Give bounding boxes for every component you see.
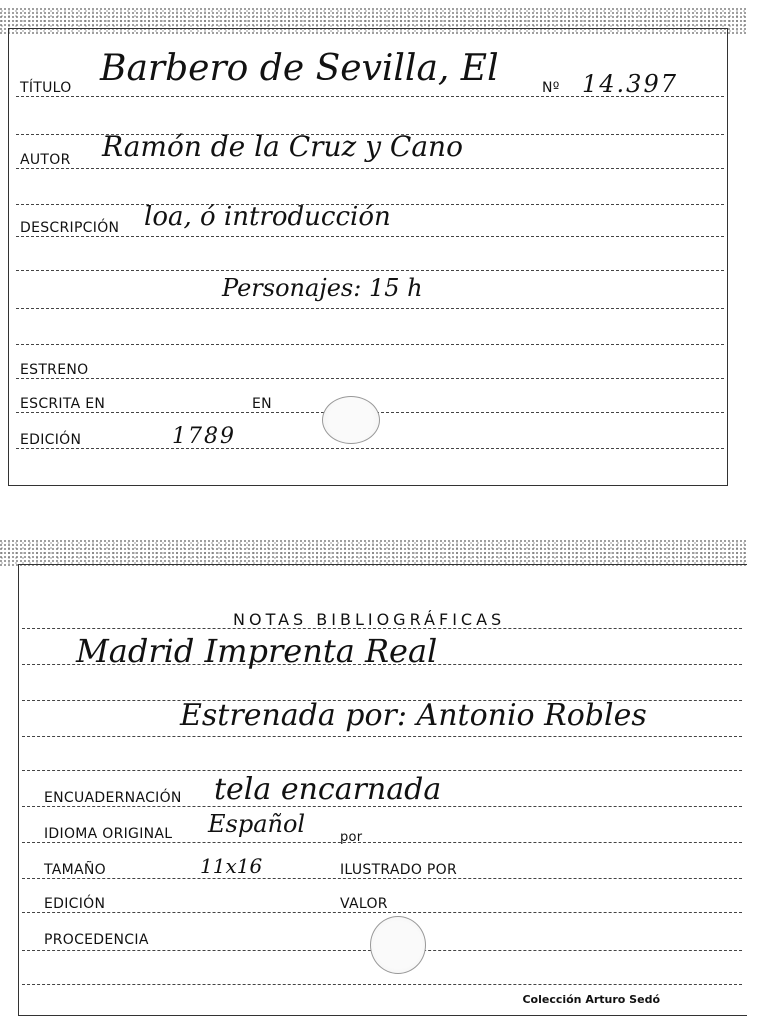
rule	[22, 628, 742, 629]
rule	[22, 912, 742, 913]
tamano-label: TAMAÑO	[44, 862, 106, 878]
rule	[22, 736, 742, 737]
en-label: EN	[252, 396, 272, 412]
idioma-label: IDIOMA ORIGINAL	[44, 826, 173, 842]
encuadernacion-label: ENCUADERNACIÓN	[44, 790, 182, 806]
numero-value: 14.397	[582, 70, 678, 98]
descripcion-value: loa, ó introducción	[144, 202, 391, 232]
escrita-en-label: ESCRITA EN	[20, 396, 106, 412]
rule	[16, 168, 724, 169]
titulo-label: TÍTULO	[20, 80, 72, 96]
catalog-card-back	[0, 540, 748, 1020]
ilustrado-label: ILUSTRADO POR	[340, 862, 457, 878]
note-line-2: Estrenada por: Antonio Robles	[180, 698, 647, 733]
catalog-card-front	[0, 8, 748, 496]
autor-label: AUTOR	[20, 152, 71, 168]
edicion-value: 1789	[172, 424, 236, 449]
rule	[16, 448, 724, 449]
titulo-value: Barbero de Sevilla, El	[100, 48, 499, 89]
rule	[22, 878, 742, 879]
notas-heading: NOTAS BIBLIOGRÁFICAS	[233, 610, 506, 629]
idioma-value: Español	[208, 810, 306, 838]
descripcion-label: DESCRIPCIÓN	[20, 220, 120, 236]
edicion-label: EDICIÓN	[20, 432, 82, 448]
por-label: por	[340, 830, 363, 845]
procedencia-label: PROCEDENCIA	[44, 932, 149, 948]
rule	[16, 308, 724, 309]
edicion-label: EDICIÓN	[44, 896, 106, 912]
estreno-label: ESTRENO	[20, 362, 89, 378]
numero-label: Nº	[542, 80, 560, 96]
paper-stain	[322, 396, 380, 444]
note-line-1: Madrid Imprenta Real	[76, 632, 438, 670]
rule	[16, 378, 724, 379]
rule	[22, 842, 742, 843]
autor-value: Ramón de la Cruz y Cano	[102, 130, 463, 163]
tamano-value: 11x16	[200, 854, 263, 878]
encuadernacion-value: tela encarnada	[214, 772, 442, 807]
rule	[16, 270, 724, 271]
rule	[22, 984, 742, 985]
paper-stain	[370, 916, 426, 974]
collection-credit: Colección Arturo Sedó	[522, 993, 660, 1006]
valor-label: VALOR	[340, 896, 388, 912]
rule	[22, 770, 742, 771]
rule	[16, 236, 724, 237]
personajes-note: Personajes: 15 h	[222, 274, 423, 302]
rule	[16, 344, 724, 345]
card-top-edge	[0, 540, 748, 566]
